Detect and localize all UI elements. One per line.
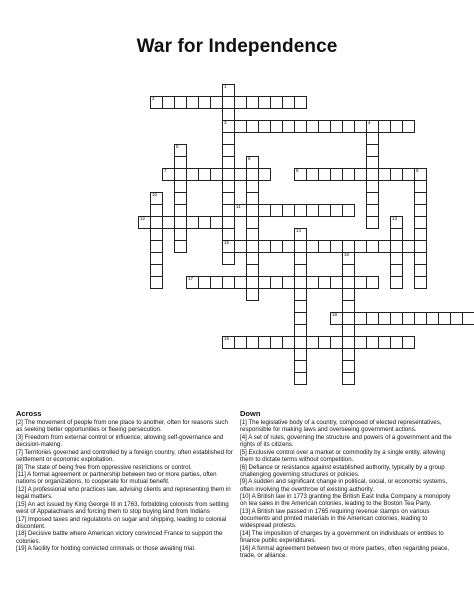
across-clue: [7] Territories governed and controlled by a foreign country, often established for settlement or economic exploitation. [16, 448, 233, 463]
clue-number: 12 [140, 216, 146, 221]
grid-cell[interactable] [342, 372, 355, 385]
across-heading: Across [16, 409, 42, 418]
clue-number: 19 [224, 336, 230, 341]
grid-cell[interactable] [462, 312, 474, 325]
across-clue: [11] A formal agreement or partnership between two or more parties, often nations or organizations, to cooperate for mutual benefit. [16, 471, 217, 486]
clue-number: 9 [416, 168, 419, 173]
grid-cell[interactable] [294, 96, 307, 109]
grid-cell[interactable] [258, 168, 271, 181]
clue-number: 13 [392, 216, 398, 221]
across-clue: [17] Imposed taxes and regulations on sugar and shipping, leading to colonial discontent. [16, 515, 227, 530]
grid-cell[interactable] [366, 276, 379, 289]
grid-cell[interactable] [330, 336, 343, 349]
grid-cell[interactable] [402, 240, 415, 253]
grid-cell[interactable] [138, 216, 151, 229]
grid-cell[interactable] [402, 336, 415, 349]
grid-cell[interactable] [210, 96, 223, 109]
across-clue: [8] The state of being free from oppressive restrictions or control. [16, 463, 192, 471]
puzzle-title: War for Independence [136, 36, 338, 57]
grid-cell[interactable] [390, 276, 403, 289]
clue-number: 2 [152, 96, 155, 101]
grid-cell[interactable] [330, 312, 343, 325]
grid-cell[interactable] [174, 240, 187, 253]
grid-cell[interactable] [162, 216, 175, 229]
grid-cell[interactable] [282, 336, 295, 349]
grid-cell[interactable] [354, 168, 367, 181]
grid-cell[interactable] [234, 168, 247, 181]
grid-cell[interactable] [234, 204, 247, 217]
clue-number: 15 [224, 240, 230, 245]
down-clue: [4] A set of rules, governing the structure and powers of a government and the rights of its citizens. [240, 434, 452, 449]
grid-cell[interactable] [246, 288, 259, 301]
clue-number: 16 [344, 252, 350, 257]
grid-cell[interactable] [330, 276, 343, 289]
down-clue: [9] A sudden and significant change in political, social, or economic systems, often involving the overthrow of existing authority. [240, 478, 448, 493]
clue-number: 6 [248, 156, 251, 161]
clue-number: 18 [332, 312, 338, 317]
clue-number: 10 [152, 192, 158, 197]
grid-cell[interactable] [222, 252, 235, 265]
across-clue: [15] An act issued by King George III in 1763, forbidding colonists from settling west of Appalachians and forcing them to stop buying land from Indians [16, 500, 229, 515]
down-clue: [14] The imposition of charges by a government on individuals or entities to finance public expenditures. [240, 529, 444, 545]
across-clues [16, 410, 234, 553]
clue-number: 17 [188, 276, 194, 281]
grid-cell[interactable] [378, 240, 391, 253]
down-heading: Down [240, 409, 261, 418]
clue-number: 3 [224, 120, 227, 125]
grid-cell[interactable] [282, 240, 295, 253]
clue-number: 7 [164, 168, 167, 173]
grid-cell[interactable] [414, 276, 427, 289]
down-clue: [5] Exclusive control over a market or commodity by a single entity, allowing them to dictate terms without competition. [240, 448, 446, 463]
down-clue: [16] A formal agreement between two or more parties, often regarding peace, trade, or alliance. [240, 544, 450, 559]
grid-cell[interactable] [282, 276, 295, 289]
across-clue: [18] Decisive battle where American victory convinced France to support the colonies. [16, 530, 223, 545]
down-clue: [13] A British law passed in 1765 requiring revenue stamps on various documents and printed materials in the American colonies, leading to widespread protests. [240, 507, 430, 530]
clue-number: 8 [296, 168, 299, 173]
across-clue: [2] The movement of people from one place to another, often for reasons such as seeking better opportunities or fleeing persecution. [16, 419, 228, 434]
grid-cell[interactable] [294, 372, 307, 385]
across-clue: [3] Freedom from external control or influence, allowing self-governance and decision-making. [16, 434, 224, 449]
grid-cell[interactable] [210, 168, 223, 181]
down-clues [240, 410, 458, 560]
grid-cell[interactable] [150, 276, 163, 289]
across-clue-list [16, 419, 234, 552]
clue-number: 11 [236, 204, 241, 209]
grid-cell[interactable] [402, 120, 415, 133]
across-clue: [19] A facility for holding convicted criminals or those awaiting trial. [16, 545, 196, 553]
grid-cell[interactable] [342, 204, 355, 217]
down-clue-list [240, 419, 458, 559]
clue-number: 4 [368, 120, 371, 125]
down-clue: [10] A British law in 1773 granting the British East India Company a monopoly on tea sales in the American colonies, leading to the Boston Tea Party. [240, 493, 451, 508]
grid-cell[interactable] [234, 240, 247, 253]
grid-cell[interactable] [210, 216, 223, 229]
clue-number: 14 [296, 228, 302, 233]
down-clue: [6] Defiance or resistance against established authority, typically by a group challenging governing structures or policies. [240, 463, 445, 478]
grid-cell[interactable] [234, 276, 247, 289]
clue-number: 5 [176, 144, 179, 149]
grid-cell[interactable] [366, 216, 379, 229]
across-clue: [12] A professional who practices law, advising clients and representing them in legal matters. [16, 485, 231, 501]
down-clue: [1] The legislative body of a country, composed of elected representatives, responsible for making laws and overseeing government actions. [240, 419, 442, 434]
grid-cell[interactable] [162, 168, 175, 181]
clue-number: 1 [224, 84, 227, 89]
